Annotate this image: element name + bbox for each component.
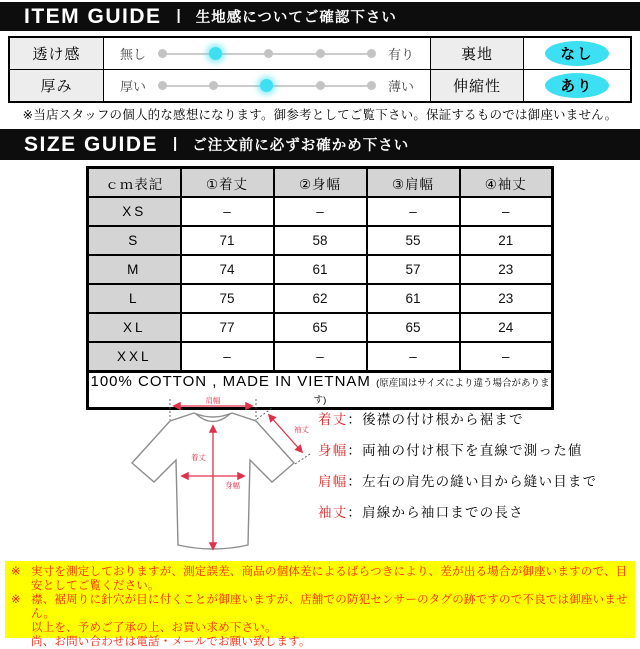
item-guide-header — [0, 2, 640, 31]
definition-line — [318, 408, 597, 428]
size-label: L — [88, 284, 181, 313]
slider-right-label: 有り — [387, 47, 414, 62]
disclaimer-item — [11, 593, 631, 649]
size-label: XS — [88, 197, 181, 226]
lining-value-badge: なし — [545, 41, 609, 66]
disclaimer-item — [11, 565, 631, 593]
cell-value: – — [181, 342, 274, 372]
cell-value: 75 — [181, 284, 274, 313]
lining-value-cell — [524, 38, 630, 69]
tshirt-measurement-diagram — [118, 396, 318, 558]
disclaimer-line: 以上を、予めご了承の上、お買い求め下さい。 — [31, 622, 277, 634]
slider-dot — [158, 49, 167, 58]
measurement-definitions — [318, 408, 597, 532]
slider-dot-active — [209, 47, 222, 60]
slider-right-label: 薄い — [387, 79, 414, 94]
lining-label: 裏地 — [431, 38, 524, 69]
cell-value: 55 — [367, 226, 460, 255]
cell-value: 58 — [274, 226, 367, 255]
measure-arrows — [174, 406, 302, 549]
thickness-slider — [104, 70, 431, 101]
body-width-label: 身幅 — [225, 481, 240, 490]
size-table-header-row — [88, 168, 553, 198]
disclaimer-line: 襟、裾周りに針穴が目に付くことが御座いますが、店舗での防犯センサーのタグの跡ですので不良では御座いません。 — [31, 594, 628, 620]
cell-value: 61 — [274, 255, 367, 284]
size-table — [86, 166, 554, 410]
definition-desc: ：後襟の付け根から裾まで — [347, 412, 524, 427]
fabric-disclaimer: ※当店スタッフの個人的な感想になります。御参考としてご覧下さい。保証するものでは御座いません。 — [22, 108, 618, 122]
sleeve-length-label: 袖丈 — [294, 425, 309, 434]
definition-desc: ：両袖の付け根下を直線で測った値 — [347, 443, 583, 458]
item-guide-subtitle: 生地感についてご確認下さい — [195, 10, 397, 26]
definition-term: 肩幅 — [318, 474, 348, 489]
fabric-row-thickness — [10, 69, 630, 101]
definition-line — [318, 439, 597, 459]
fabric-row-label: 厚み — [10, 70, 104, 101]
fabric-feel-table — [8, 36, 632, 103]
cell-value: – — [367, 342, 460, 372]
size-guide-title: SIZE GUIDE — [24, 132, 159, 156]
disclaimer-text — [31, 565, 631, 593]
disclaimer-box — [5, 561, 635, 648]
definition-term: 身幅 — [318, 443, 348, 458]
header-separator: | — [173, 135, 178, 152]
material-origin-note: (原産国はサイズにより違う場合があります) — [313, 378, 550, 406]
material-text: 100% COTTON , MADE IN VIETNAM — [90, 373, 371, 390]
cell-value: 24 — [460, 313, 553, 342]
cell-value: – — [181, 197, 274, 226]
slider-dot — [367, 81, 376, 90]
fabric-row-sheerness — [10, 38, 630, 69]
size-label: S — [88, 226, 181, 255]
slider-dot-active — [260, 79, 273, 92]
cell-value: 65 — [367, 313, 460, 342]
slider-dot — [264, 49, 273, 58]
fabric-row-label: 透け感 — [10, 38, 104, 69]
cell-value: – — [274, 342, 367, 372]
note-marker: ※ — [11, 566, 21, 578]
table-row — [88, 197, 553, 226]
item-guide-title: ITEM GUIDE — [24, 4, 162, 28]
slider-left-label: 厚い — [120, 79, 147, 94]
cell-value: 65 — [274, 313, 367, 342]
shoulder-width-label: 肩幅 — [205, 396, 221, 405]
slider-dots — [158, 70, 376, 101]
table-row — [88, 226, 553, 255]
header-separator: | — [176, 7, 181, 24]
slider-left-label: 無し — [120, 47, 147, 62]
slider-dot — [367, 49, 376, 58]
cell-value: 23 — [460, 284, 553, 313]
table-row — [88, 284, 553, 313]
definition-term: 袖丈 — [318, 505, 348, 520]
cell-value: 62 — [274, 284, 367, 313]
note-marker: ※ — [11, 594, 21, 606]
cell-value: 74 — [181, 255, 274, 284]
body-length-label: 着丈 — [191, 453, 206, 462]
table-row — [88, 255, 553, 284]
slider-dot — [158, 81, 167, 90]
definition-line — [318, 470, 597, 490]
col-header-shoulder: ③肩幅 — [367, 168, 460, 198]
definition-desc: ：左右の肩先の縫い目から縫い目まで — [347, 474, 598, 489]
cell-value: 57 — [367, 255, 460, 284]
disclaimer-line: 実寸を測定しておりますが、測定誤差、商品の個体差によるばらつきにより、差が出る場合が御座いますので、目安としてご覧ください。 — [31, 566, 628, 592]
cell-value: – — [460, 197, 553, 226]
cell-value: 21 — [460, 226, 553, 255]
col-header-length: ①着丈 — [181, 168, 274, 198]
disclaimer-line: 尚、お問い合わせは電話・メールでお願い致します。 — [31, 636, 311, 648]
sheerness-slider — [104, 38, 431, 69]
stretch-label: 伸縮性 — [431, 70, 524, 101]
cell-value: 23 — [460, 255, 553, 284]
definition-term: 着丈 — [318, 412, 348, 427]
stretch-value-cell — [524, 70, 630, 101]
size-label: XL — [88, 313, 181, 342]
cell-value: 71 — [181, 226, 274, 255]
col-header-width: ②身幅 — [274, 168, 367, 198]
size-guide-header — [0, 129, 640, 160]
cell-value: – — [460, 342, 553, 372]
cell-value: – — [367, 197, 460, 226]
size-label: M — [88, 255, 181, 284]
col-header-cm: ｃｍ表記 — [88, 168, 181, 198]
stretch-value-badge: あり — [545, 73, 609, 98]
cell-value: – — [274, 197, 367, 226]
slider-dots — [158, 38, 376, 69]
definition-line — [318, 501, 597, 521]
definition-desc: ：肩線から袖口までの長さ — [347, 505, 524, 520]
slider-dot — [316, 49, 325, 58]
size-label: XXL — [88, 342, 181, 372]
size-guide-subtitle: ご注文前に必ずお確かめ下さい — [192, 138, 410, 154]
slider-dot — [209, 81, 218, 90]
cell-value: 61 — [367, 284, 460, 313]
table-row — [88, 313, 553, 342]
slider-dot — [316, 81, 325, 90]
table-row — [88, 342, 553, 372]
disclaimer-text — [31, 593, 631, 649]
cell-value: 77 — [181, 313, 274, 342]
col-header-sleeve: ④袖丈 — [460, 168, 553, 198]
